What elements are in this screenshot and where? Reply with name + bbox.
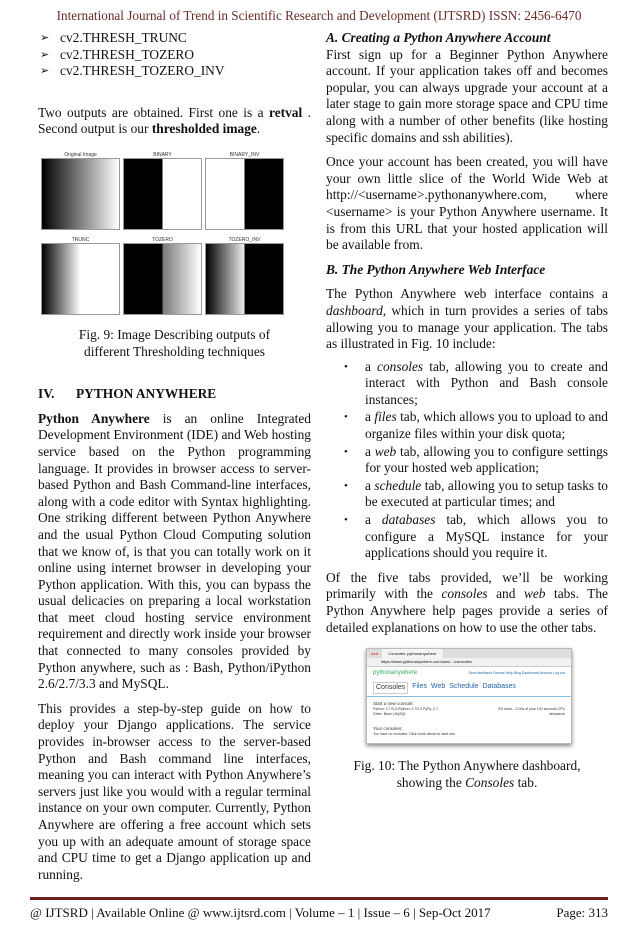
- list-item: • a databases tab, which allows you to configure a MySQL instance for your applications should you require it.: [344, 512, 608, 561]
- list-item-text: cv2.THRESH_TRUNC: [60, 30, 187, 45]
- dashboard-tabs: [367, 680, 571, 697]
- site-header: pythonanywhere Send feedback Forums Help Blog Dashboard Account Log out: [373, 670, 565, 677]
- bullet-icon: •: [344, 445, 348, 458]
- arrow-bullet-icon: ➢: [40, 65, 50, 78]
- list-item: • a web tab, allowing you to configure settings for your hosted web application;: [344, 443, 608, 476]
- list-item: [38, 47, 311, 64]
- tab-databases: Databases: [482, 683, 516, 691]
- left-column: [38, 30, 311, 883]
- footer-info: @ IJTSRD | Available Online @ www.ijtsrd.com | Volume – 1 | Issue – 6 | Sep-Oct 2017: [30, 905, 491, 921]
- bullet-icon: •: [344, 479, 348, 492]
- journal-header: International Journal of Trend in Scientific Research and Development (IJTSRD) ISSN: 2456-6470: [56, 8, 582, 23]
- pythonanywhere-logo: pythonanywhere: [373, 670, 418, 677]
- list-item: • a files tab, which allows you to upload to and organize files within your disk quota;: [344, 409, 609, 442]
- tab-web: Web: [430, 683, 446, 691]
- python-anywhere-paragraph: Python Anywhere is an online Integrated Development Environment (IDE) and Web hosting service based on the Python programming language. It provides in browser access to server-based Python and Bash Command-line interfaces, along with a code editor with Syntax highlighting. One striking different between Python Anywhere and the usual Python Cloud Computing solution that we know of, is that you can totally work on it online using internet browser in developing your Python application. With this, you can bypass the usual delicacies on preparing a local workstation that meet cloud hosting service environment requirement and directly work inside your browser that connected to many consoles provided by Python anywhere, such as : Bash, Python/iPython 2.6/2.7/3.3 and MySQL.: [38, 410, 311, 692]
- tabs-list: [335, 359, 608, 562]
- panel-title: TOZERO: [152, 236, 173, 243]
- figure-10-dashboard-screenshot: [366, 648, 572, 744]
- tab-schedule: Schedule: [449, 683, 479, 691]
- figure-9-thresholding: [41, 152, 311, 315]
- outputs-paragraph: Two outputs are obtained. First one is a retval . Second output is our thresholded image.: [38, 104, 311, 137]
- interface-paragraph: The Python Anywhere web interface contains a dashboard, which in turn provides a series of tabs allowing you to manage your application. The tabs as illustrated in Fig. 10 include:: [326, 286, 608, 352]
- section-heading: IV. PYTHON ANYWHERE: [38, 386, 217, 402]
- url-paragraph: Once your account has been created, you will have your own little slice of the World Wide Web at http://<username>.pythonanywhere.com, where <username> is your Python Anywhere username. It is from this URL that your hosted application will be available from.: [326, 154, 608, 253]
- panel-title: Original Image: [64, 151, 97, 158]
- tozero-inv-panel: [205, 243, 284, 315]
- list-item: • a schedule tab, allowing you to setup tasks to be executed at particular times; and: [344, 477, 608, 510]
- panel-title: TRUNC: [71, 236, 90, 243]
- page-number: Page: 313: [556, 905, 608, 921]
- list-item: [38, 63, 311, 80]
- panel-title: TOZERO_INV: [228, 236, 261, 243]
- address-bar: https://www.pythonanywhere.com/user/.../consoles/: [367, 658, 571, 667]
- binary-panel: [123, 158, 202, 230]
- window-controls-icon: ●●●: [371, 651, 379, 657]
- trunc-panel: [41, 243, 120, 315]
- panel-title: BINARY: [153, 151, 172, 158]
- binary-inv-panel: [205, 158, 284, 230]
- bullet-icon: •: [344, 360, 348, 373]
- original-image-panel: [41, 158, 120, 230]
- list-item-text: cv2.THRESH_TOZERO_INV: [60, 63, 225, 79]
- arrow-bullet-icon: ➢: [40, 48, 50, 61]
- threshold-list: [38, 30, 311, 80]
- two-column-body: [0, 24, 638, 883]
- list-item: • a consoles tab, allowing you to create and interact with Python and Bash console instances;: [344, 358, 608, 407]
- figure-9-caption: Fig. 9: Image Describing outputs of different Thresholding techniques: [78, 326, 271, 359]
- subsection-heading-b: B. The Python Anywhere Web Interface: [326, 261, 546, 277]
- arrow-bullet-icon: ➢: [40, 32, 50, 44]
- bullet-icon: •: [344, 514, 348, 527]
- tab-files: Files: [412, 683, 427, 691]
- guide-paragraph: This provides a step-by-step guide on how to deploy your Django applications. The service provides in-browser access to the server-based Python and Bash command line interfaces, meaning you can interact with Python Anywhere’s servers just like you would with a regular terminal instance on your own computer. Currently, Python Anywhere are offering a free account which sets you up with an adequate amount of storage space and CPU time to get a Django application up and running.: [38, 700, 311, 882]
- figure-10-caption: Fig. 10: The Python Anywhere dashboard, showing the Consoles tab.: [353, 758, 581, 790]
- tab-consoles: Consoles: [373, 682, 408, 694]
- five-tabs-paragraph: Of the five tabs provided, we’ll be working primarily with the consoles and web tabs. The Python Anywhere help pages provide a series of detailed explanations on how to use the other tabs.: [326, 569, 608, 635]
- list-item: [38, 30, 311, 47]
- list-item-text: cv2.THRESH_TOZERO: [60, 46, 195, 62]
- bullet-icon: •: [344, 411, 348, 424]
- panel-title: BINARY_INV: [229, 151, 260, 158]
- account-paragraph: First sign up for a Beginner Python Anywhere account. If your application takes off and becomes popular, you can always upgrade your account at a later stage to gain more storage space and CPU time along with a number of other benefits (like hosting specific domains and ssh abilities).: [326, 46, 608, 145]
- footer: [30, 905, 608, 921]
- subsection-heading-a: A. Creating a Python Anywhere Account: [326, 30, 551, 45]
- browser-tab-bar: ●●● Consoles: pythonanywhere: [367, 649, 571, 658]
- tozero-panel: [123, 243, 202, 315]
- right-column: [326, 30, 608, 883]
- footer-divider: [30, 897, 608, 900]
- consoles-content: Start a new console: Python: 2.7/3.3 IPython: 2.7/3.3 PyPy: 2.7 Other: Bash | MySQL 0% used – 0.00s of your 100 seconds CPU allowance Your consoles: You have no consoles. Click a link above to start one.: [373, 701, 565, 737]
